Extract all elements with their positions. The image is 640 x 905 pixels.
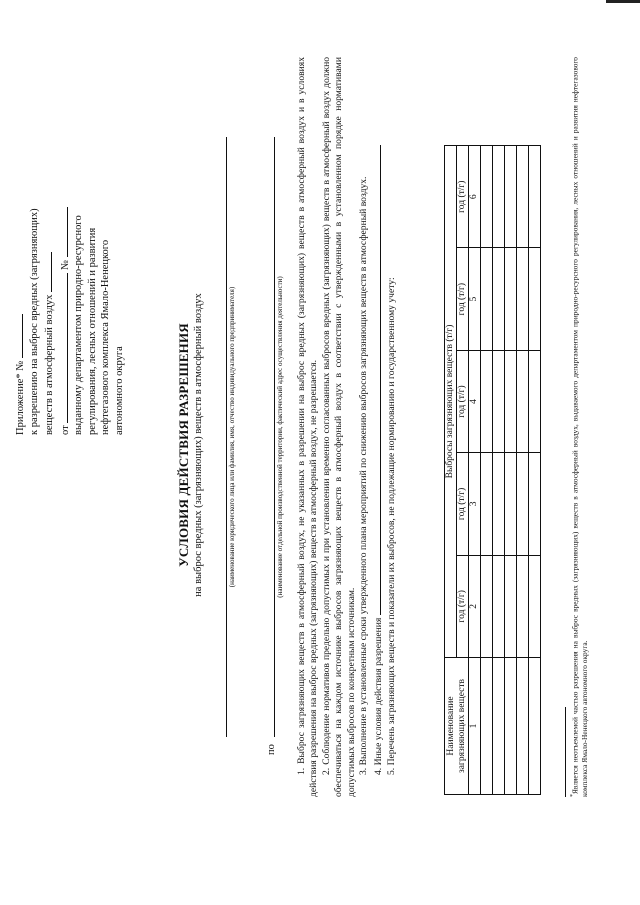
territory-caption: (наименование отдельной производственной территории, фактический адрес осуществления деятельности) (276, 276, 284, 598)
year-header: год (т/г) (457, 146, 469, 248)
company-name-caption: (наименование юридического лица или фамилия, имя, отчество индивидуального предпринимателя) (228, 286, 236, 588)
pollutant-name-header: Наименование загрязняющих веществ (445, 658, 469, 795)
appendix-line-3: веществ в атмосферный воздух (41, 105, 57, 435)
year-header: год (т/г) (457, 453, 469, 555)
appendix-line-8: автономного округа (113, 346, 125, 435)
appendix-date-blank (57, 273, 68, 423)
column-number: 5 (469, 248, 481, 350)
condition-3: 3. Выполнение в установленные сроки утвержденного плана мероприятий по снижению выбросов загрязняющих веществ в атмосферный воздух. (358, 176, 370, 775)
table-row (481, 146, 493, 795)
other-conditions-blank (370, 145, 381, 615)
territory-line (262, 137, 275, 737)
appendix-number-blank (12, 314, 23, 358)
column-number: 2 (469, 555, 481, 657)
appendix-line-5: выданному департаментом природно-ресурсного (73, 215, 84, 435)
table-row (529, 146, 541, 795)
condition-2: 2. Соблюдение нормативов предельно допустимых и при установлении временно согласованных выбросов вредных (загрязняющих) веществ в атмосферный воздух должно обеспечиваться на каждом источнике выбросов загрязняющих веществ в атмосферный воздух в соответствии с утвержденными в установленном порядке нормативами допустимых выбросов по конкретным источникам. (320, 57, 357, 797)
year-header: год (т/г) (457, 555, 469, 657)
appendix-line-6: регулирования, лесных отношений и развития (86, 227, 98, 435)
appendix-blank-line (41, 252, 52, 292)
footnote: *Является неотъемлемой частью разрешения на выброс вредных (загрязняющих) веществ в атмосферный воздух, выдаваемого департаментом природно-ресурсного регулирования, лесных отношений и развития нефтегазового комплекса Ямало-Ненецкого автономного округа. (570, 57, 590, 797)
table-number-row (469, 146, 481, 795)
column-number: 1 (469, 658, 481, 795)
appendix-line-4: от № (57, 105, 73, 435)
column-number: 4 (469, 350, 481, 452)
condition-1: 1. Выброс загрязняющих веществ в атмосферный воздух, не указанных в разрешении на выброс вредных (загрязняющих) веществ в атмосферный воздух и в условиях действия разрешения на выброс вредных (загрязняющих) веществ в атмосферный воздух, не разрешается. (296, 57, 320, 797)
appendix-line-1: Приложение* № (12, 105, 28, 435)
emissions-group-header: Выбросы загрязняющих веществ (т/г) (445, 146, 457, 658)
table-row (517, 146, 529, 795)
year-header: год (т/г) (457, 248, 469, 350)
table-row (493, 146, 505, 795)
table-row (505, 146, 517, 795)
document-subtitle: на выброс вредных (загрязняющих) веществ в атмосферный воздух (193, 293, 204, 597)
document-title: УСЛОВИЯ ДЕЙСТВИЯ РАЗРЕШЕНИЯ (176, 323, 191, 567)
footnote-divider (565, 707, 566, 797)
appendix-line-7: нефтегазового комплекса Ямало-Ненецкого (100, 239, 111, 435)
emissions-table (444, 145, 541, 795)
appendix-doc-number-blank (57, 207, 68, 257)
column-number: 3 (469, 453, 481, 555)
po-label: по (266, 744, 277, 755)
conditions-body (296, 57, 398, 797)
column-number: 6 (469, 146, 481, 248)
appendix-line-2: к разрешению на выброс вредных (загрязняющих) (28, 208, 40, 435)
condition-4: 4. Иные условия действия разрешения (370, 57, 385, 797)
year-header: год (т/г) (457, 350, 469, 452)
condition-5: 5. Перечень загрязняющих веществ и показатели их выбросов, не подлежащие нормированию и государственному учету: (385, 277, 397, 775)
table-header-row (445, 146, 457, 795)
appendix-block (12, 105, 126, 435)
company-name-line (214, 137, 227, 737)
